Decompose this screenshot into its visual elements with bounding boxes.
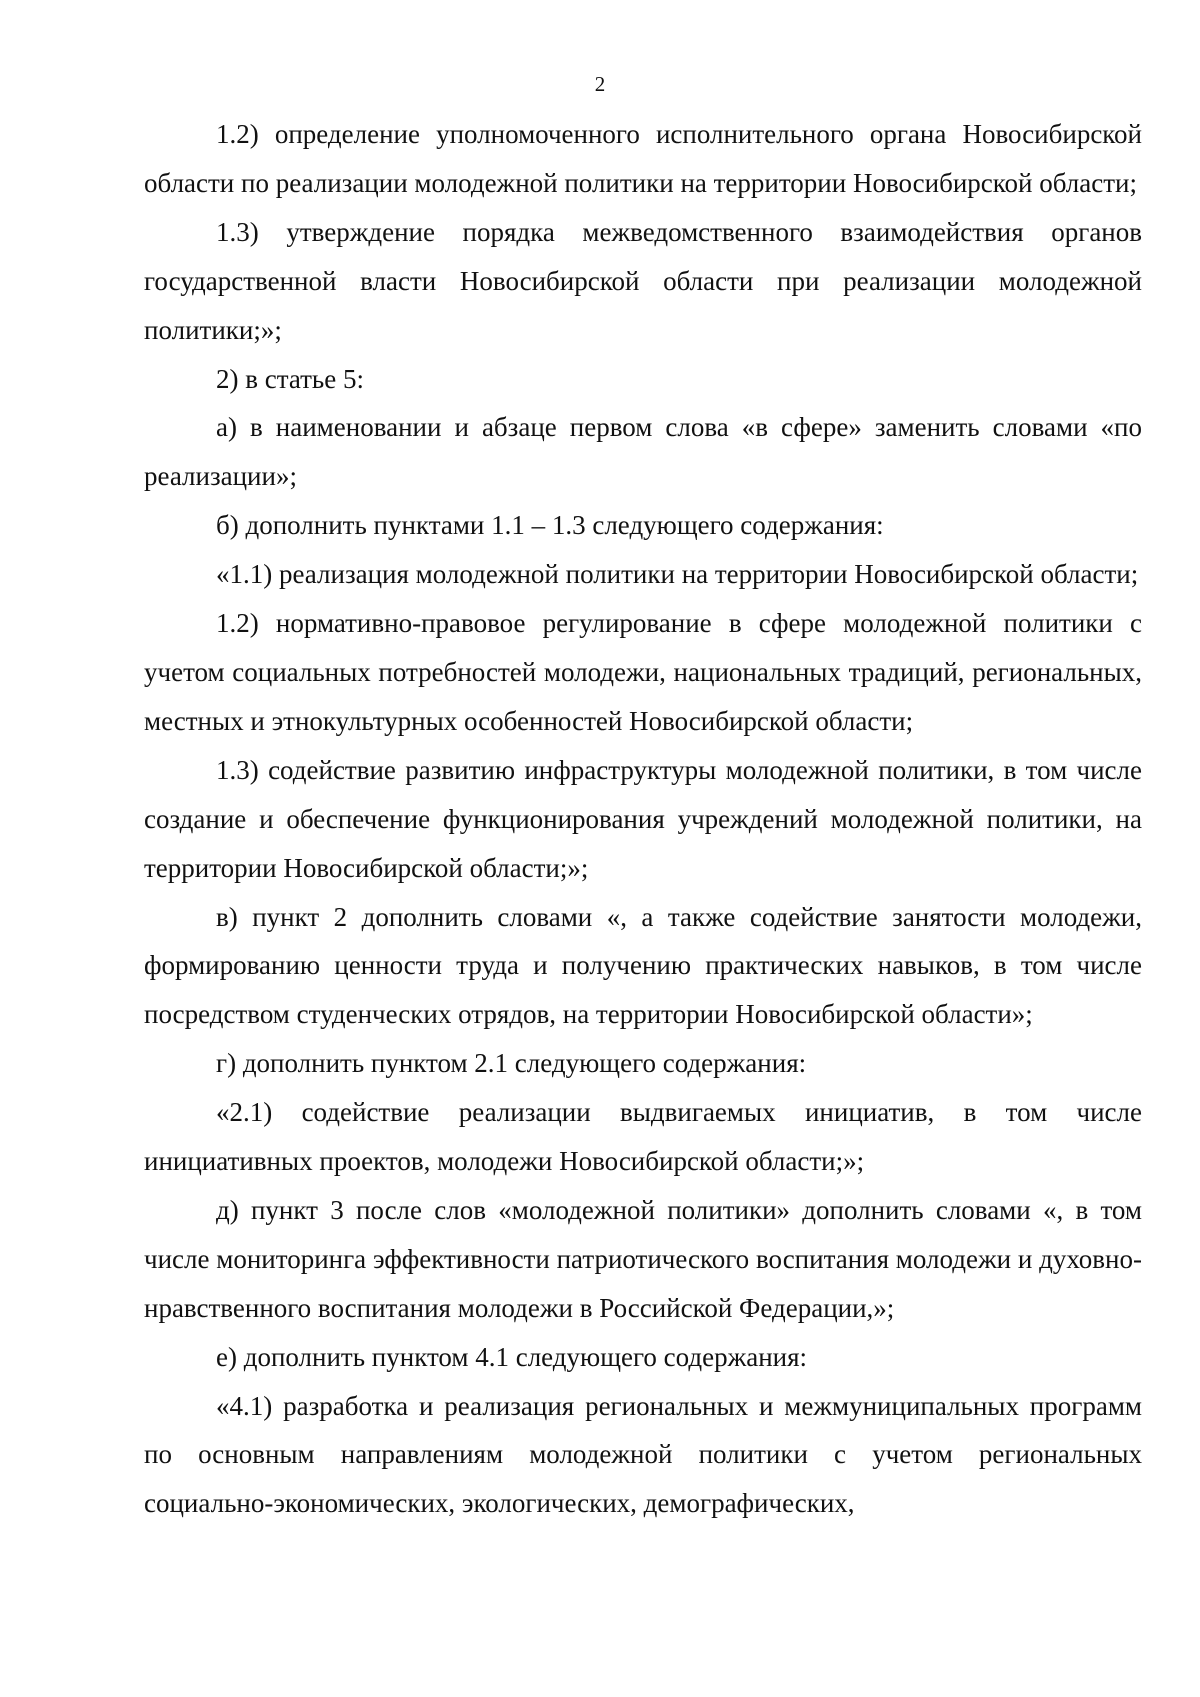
paragraph-1-1-implementation: «1.1) реализация молодежной политики на территории Новосибирской области;	[216, 559, 1139, 590]
paragraph-item-e: е) дополнить пунктом 4.1 следующего содержания:	[216, 1341, 808, 1372]
paragraph-item-b: б) дополнить пунктами 1.1 – 1.3 следующего содержания:	[216, 510, 884, 541]
paragraph-item-d: д) пункт 3 после слов «молодежной политики» дополнить словами «, в том числе мониторинга эффективности патриотического воспитания молодежи и духовно-нравственного воспитания молодежи в Российской Федерации,»;	[144, 1194, 1142, 1323]
paragraph-1-3-infrastructure: 1.3) содействие развитию инфраструктуры молодежной политики, в том числе создание и обеспечение функционирования учреждений молодежной политики, на территории Новосибирской области;»;	[144, 754, 1142, 883]
paragraph-item-g: г) дополнить пунктом 2.1 следующего содержания:	[216, 1048, 807, 1079]
paragraph-1-2-regulation: 1.2) нормативно-правовое регулирование в сфере молодежной политики с учетом социальных потребностей молодежи, национальных традиций, региональных, местных и этнокультурных особенностей Новосибирской области;	[144, 608, 1142, 736]
paragraph-article-5: 2) в статье 5:	[216, 363, 364, 394]
paragraph-1-3-approval: 1.3) утверждение порядка межведомственного взаимодействия органов государственной власти Новосибирской области при реализации молодежной политики;»;	[144, 216, 1142, 345]
paragraph-2-1-initiatives: «2.1) содействие реализации выдвигаемых инициатив, в том числе инициативных проектов, молодежи Новосибирской области;»;	[144, 1097, 1142, 1177]
paragraph-1-2-definition: 1.2) определение уполномоченного исполнительного органа Новосибирской области по реализации молодежной политики на территории Новосибирской области;	[144, 119, 1142, 198]
paragraph-item-a: а) в наименовании и абзаце первом слова «в сфере» заменить словами «по реализации»;	[144, 412, 1142, 492]
page-number: 2	[594, 72, 606, 96]
paragraph-item-v: в) пункт 2 дополнить словами «, а также содействие занятости молодежи, формированию ценности труда и получению практических навыков, в том числе посредством студенческих отрядов, на территории Новосибирской области»;	[144, 901, 1142, 1030]
paragraph-4-1-programs: «4.1) разработка и реализация региональных и межмуниципальных программ по основным направлениям молодежной политики с учетом региональных социально-экономических, экологических, демографических,	[144, 1390, 1142, 1519]
document-body	[144, 110, 1142, 1528]
